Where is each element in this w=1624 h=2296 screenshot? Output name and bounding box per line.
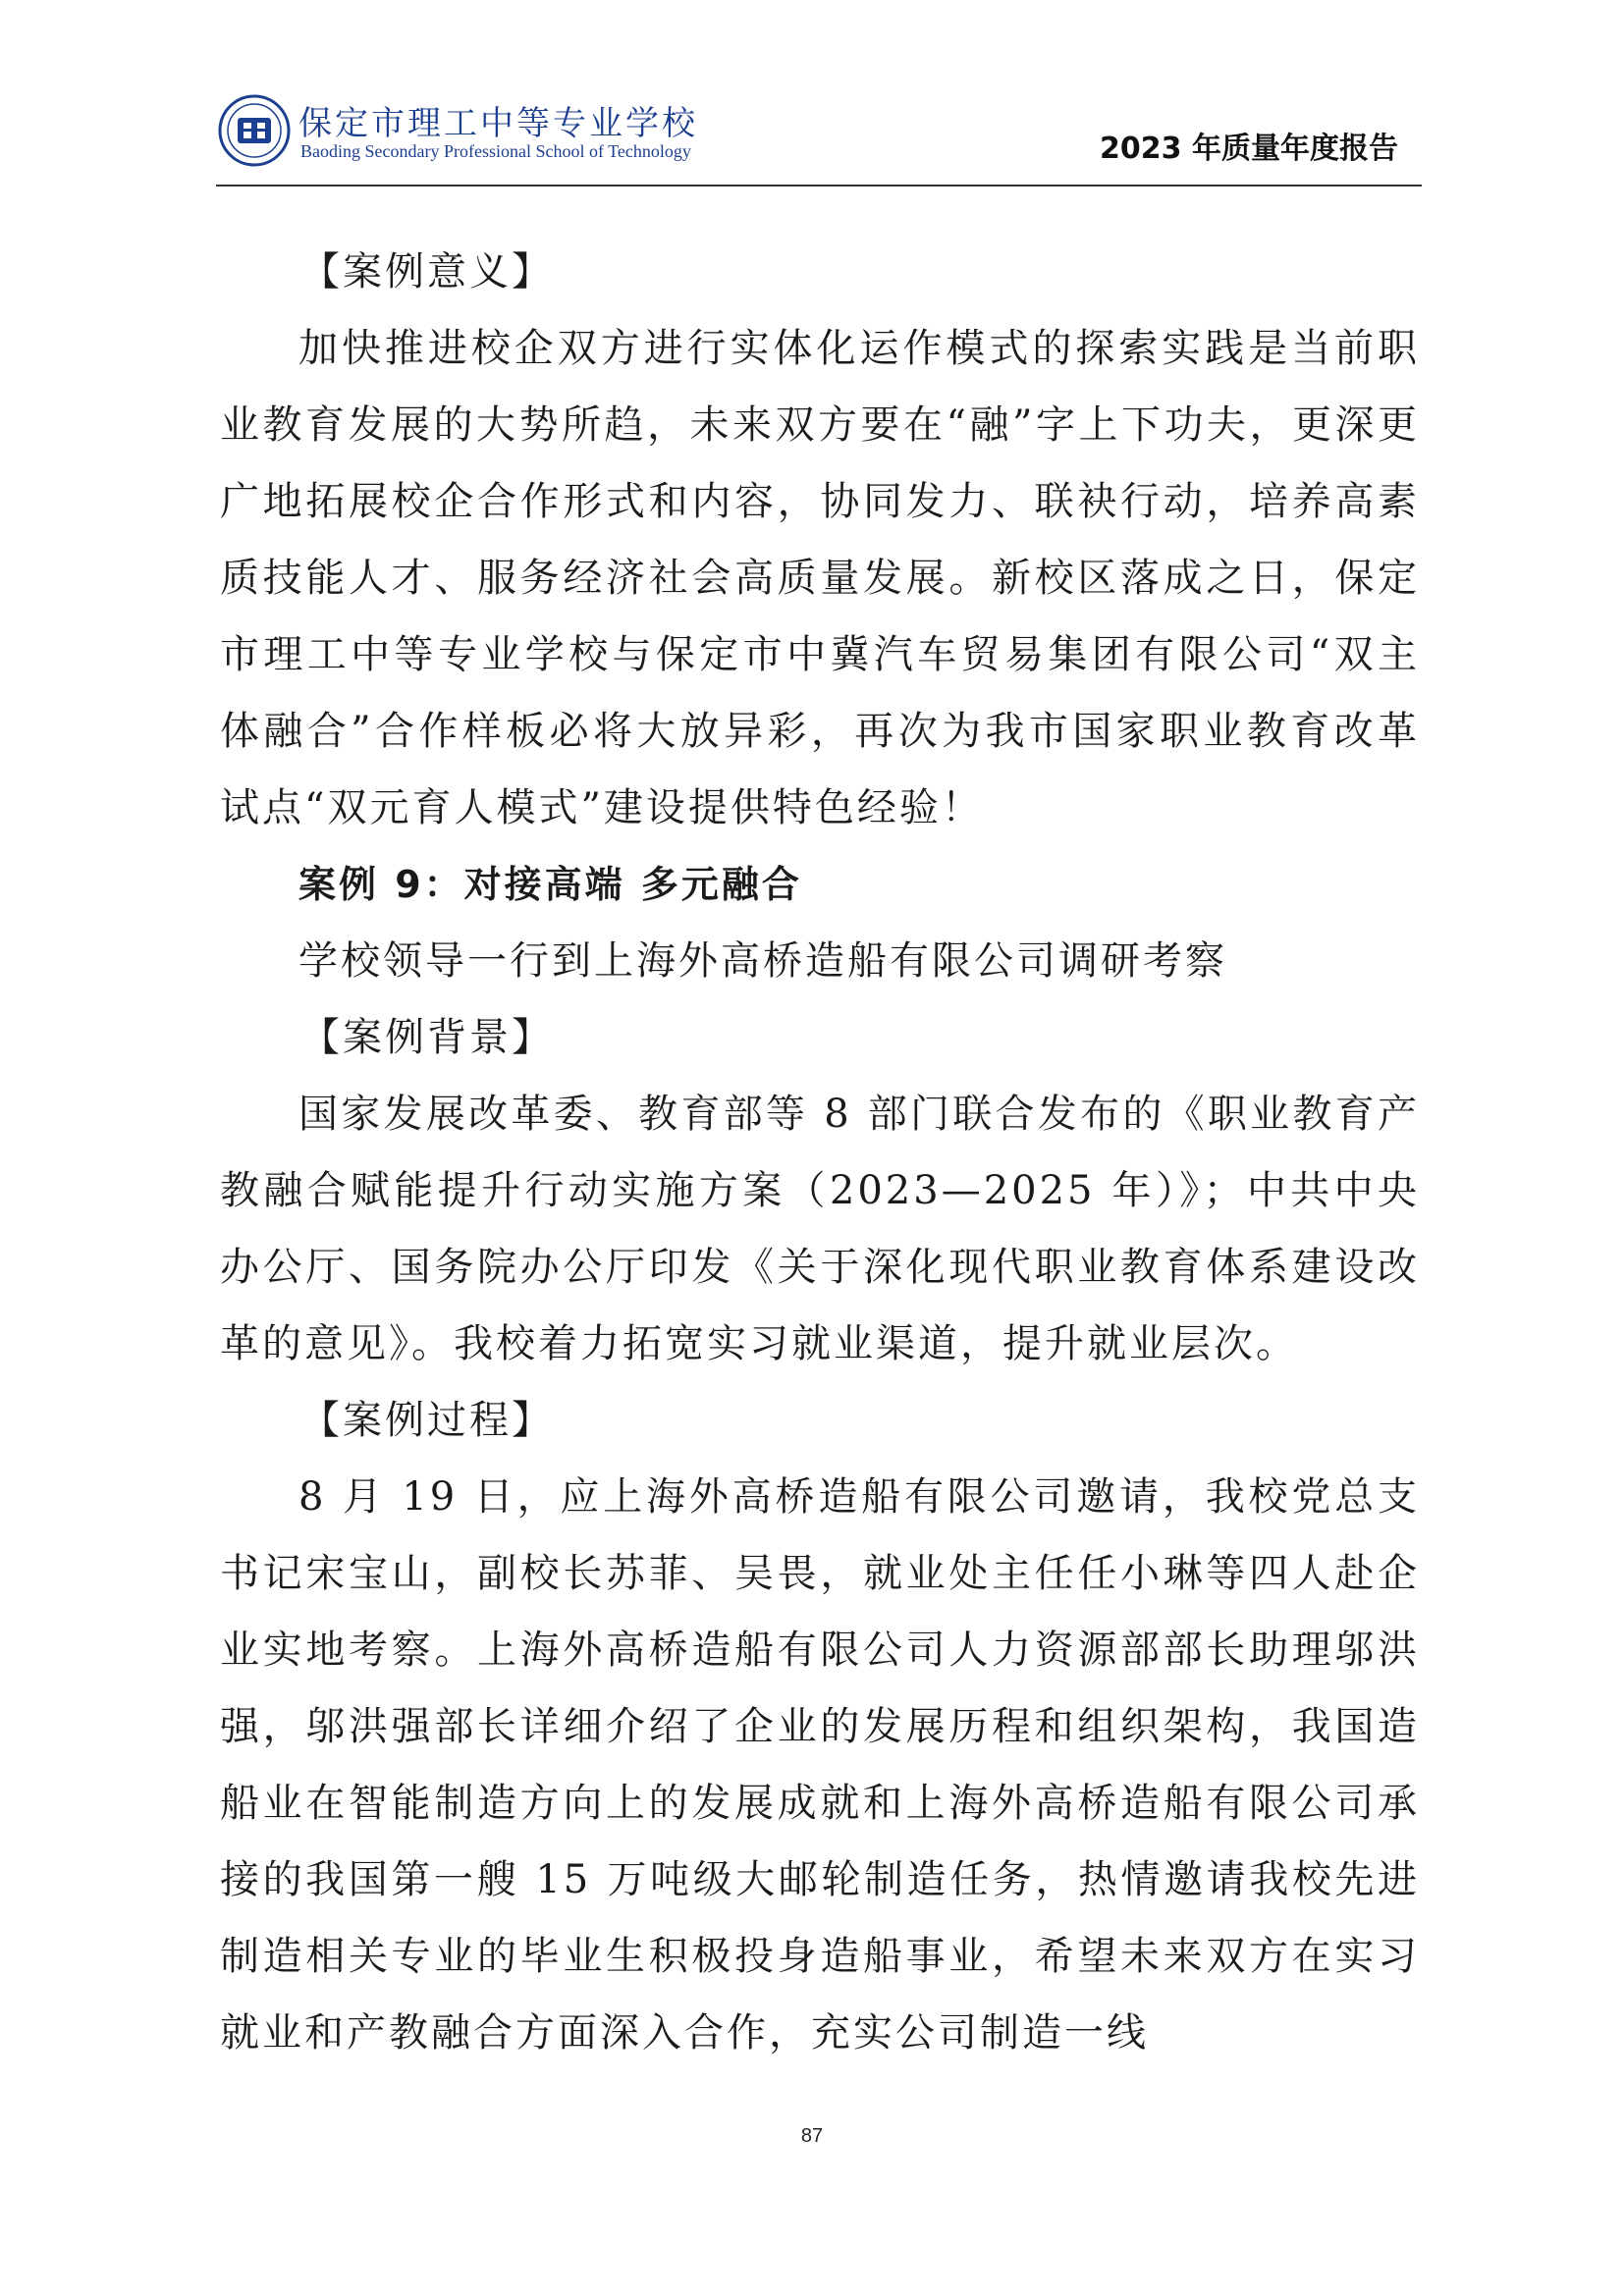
school-emblem-icon [218, 94, 291, 167]
school-name-cn: 保定市理工中等专业学校 [298, 104, 698, 143]
significance-paragraph: 加快推进校企双方进行实体化运作模式的探索实践是当前职业教育发展的大势所趋，未来双方要在“融”字上下功夫，更深更广地拓展校企合作形式和内容，协同发力、联袂行动，培养高素质技能人才、服务经济社会高质量发展。新校区落成之日，保定市理工中等专业学校与保定市中冀汽车贸易集团有限公司“双主体融合”合作样板必将大放异彩，再次为我市国家职业教育改革试点“双元育人模式”建设提供特色经验！ [220, 326, 1420, 830]
page-header [216, 90, 1422, 187]
process-paragraph: 8 月 19 日，应上海外高桥造船有限公司邀请，我校党总支书记宋宝山，副校长苏菲、吴畏，就业处主任任小琳等四人赴企业实地考察。上海外高桥造船有限公司人力资源部部长助理邬洪强，邬洪强部长详细介绍了企业的发展历程和组织架构，我国造船业在智能制造方向上的发展成就和上海外高桥造船有限公司承接的我国第一艘 15 万吨级大邮轮制造任务，热情邀请我校先进制造相关专业的毕业生积极投身造船事业，希望未来双方在实习就业和产教融合方面深入合作，充实公司制造一线 [220, 1474, 1420, 2056]
case-title: 案例 9：对接高端 多元融合 [298, 863, 802, 906]
case-subtitle: 学校领导一行到上海外高桥造船有限公司调研考察 [298, 938, 1227, 984]
page-number: 87 [800, 2125, 824, 2147]
background-heading: 【案例背景】 [300, 1015, 554, 1060]
report-title: 2023 年质量年度报告 [1100, 132, 1398, 166]
process-heading: 【案例过程】 [300, 1398, 554, 1443]
background-paragraph: 国家发展改革委、教育部等 8 部门联合发布的《职业教育产教融合赋能提升行动实施方案（2023—2025 年）》；中共中央办公厅、国务院办公厅印发《关于深化现代职业教育体系建设改革的意见》。我校着力拓宽实习就业渠道，提升就业层次。 [220, 1092, 1420, 1366]
significance-heading: 【案例意义】 [300, 249, 554, 294]
school-name-en: Baoding Secondary Professional School of Technology [300, 141, 691, 161]
page-content [220, 234, 1420, 2071]
